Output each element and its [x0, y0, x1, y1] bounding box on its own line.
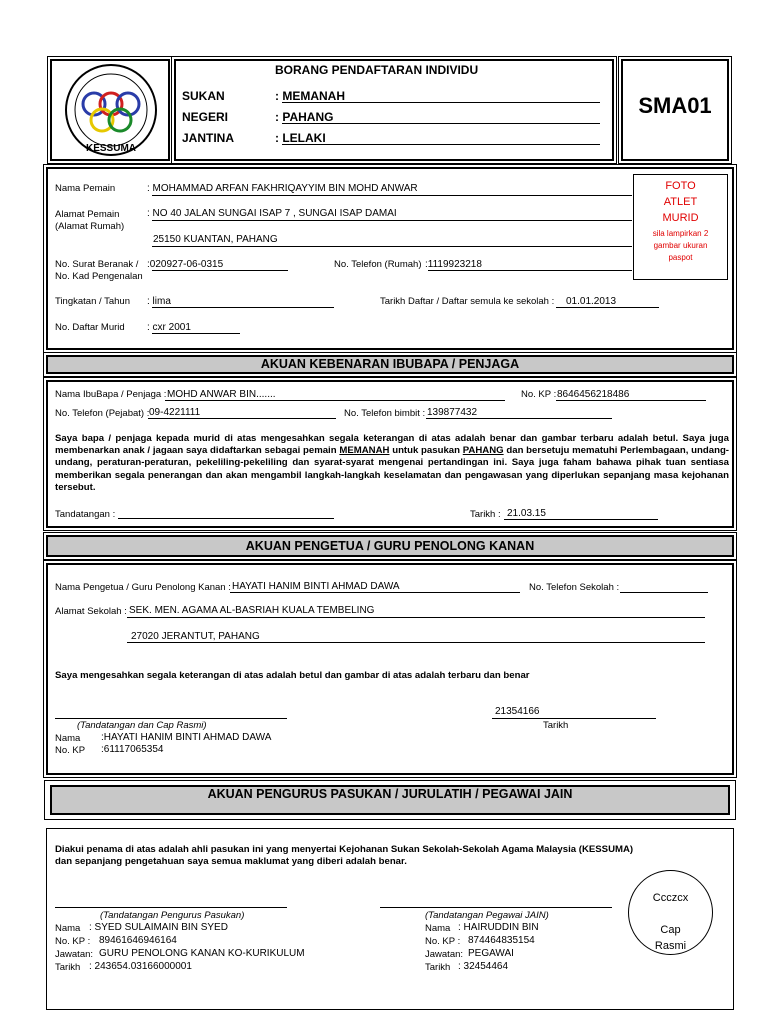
- alamat-line1-rule: [152, 220, 632, 221]
- parent-decl-part3: dan bersetuju mematuhi Perlembagaan, undang-undang, peraturan-peraturan, pekeliling-pekeliling dan syarat-syarat mengenai pertandingan ini. Saya juga faham bahawa pihak tuan sentiasa memberikan segala penerangan dan akan mengambil langkah-langkah keselamatan dan pengawasan yang diperlukan sepanjang masa kejohanan tersebut.: [55, 445, 729, 493]
- form-code: SMA01: [638, 93, 712, 118]
- parent-decl-sport: MEMANAH: [339, 445, 390, 457]
- daftar-murid-line: [152, 333, 240, 334]
- parent-decl-part2: untuk pasukan: [392, 445, 460, 457]
- manager-left-tarikh-label: Tarikh: [55, 962, 81, 973]
- principal-kp-label: No. KP: [55, 745, 86, 756]
- manager-right-nama-value: : HAIRUDDIN BIN: [458, 922, 539, 933]
- manager-right-jawatan-label: Jawatan:: [425, 949, 464, 960]
- alamat-pemain-line1: : NO 40 JALAN SUNGAI ISAP 7 , SUNGAI ISAP DAMAI: [147, 208, 397, 219]
- form-title: BORANG PENDAFTARAN INDIVIDU: [275, 63, 479, 77]
- principal-kp-value: :61117065354: [101, 744, 164, 755]
- principal-sign-caption: (Tandatangan dan Cap Rasmi): [77, 720, 207, 731]
- principal-statement: Saya mengesahkan segala keterangan di atas adalah betul dan gambar di atas adalah terbaru dan benar: [55, 670, 530, 681]
- jantina-underline: [282, 144, 600, 145]
- manager-statement-2: dan sepanjang pengetahuan saya semua maklumat yang diberi adalah benar.: [55, 856, 407, 867]
- tel-bimbit-line: [426, 418, 612, 419]
- manager-right-jawatan-value: PEGAWAI: [468, 948, 514, 959]
- sukan-label: SUKAN: [182, 89, 225, 103]
- tel-sekolah-line: [620, 592, 708, 593]
- tarikh-daftar-label: Tarikh Daftar / Daftar semula ke sekolah :: [380, 296, 555, 307]
- nama-pemain-line: [152, 195, 632, 196]
- daftar-murid-label: No. Daftar Murid: [55, 322, 125, 333]
- stamp-text-3: Rasmi: [654, 940, 687, 952]
- manager-left-nama-value: : SYED SULAIMAIN BIN SYED: [89, 922, 228, 933]
- negeri-label: NEGERI: [182, 110, 229, 124]
- tarikh-daftar-value: 01.01.2013: [566, 296, 617, 307]
- kad-pengenalan-label: No. Kad Pengenalan: [55, 271, 143, 282]
- manager-left-caption: (Tandatangan Pengurus Pasukan): [100, 910, 245, 921]
- parent-signature-line: [118, 518, 334, 519]
- tingkatan-value: : lima: [147, 296, 171, 307]
- manager-left-jawatan-value: GURU PENOLONG KANAN KO-KURIKULUM: [99, 948, 305, 959]
- jantina-label: JANTINA: [182, 131, 235, 145]
- manager-right-kp-label: No. KP :: [425, 936, 461, 947]
- photo-note-1: sila lampirkan 2: [652, 229, 709, 238]
- sukan-value: : MEMANAH: [275, 89, 345, 103]
- tel-sekolah-label: No. Telefon Sekolah :: [529, 582, 620, 593]
- manager-left-kp-value: 89461646946164: [99, 935, 177, 946]
- manager-left-signature-line: [55, 907, 287, 908]
- parent-declaration: [55, 433, 729, 494]
- manager-right-tarikh-value: : 32454464: [458, 961, 509, 972]
- principal-nama2-label: Nama: [55, 733, 81, 744]
- parent-decl-part1: Saya bapa / penjaga kepada murid di atas mengesahkan segala keterangan di atas adalah benar dan gambar terbaru adalah betul. Saya juga membenarkan anak / jagaan saya didaftarkan sebagai pemain: [55, 433, 729, 457]
- tel-rumah-label: No. Telefon (Rumah): [334, 259, 422, 270]
- manager-left-jawatan-label: Jawatan:: [55, 949, 94, 960]
- logo-text: KESSUMA: [85, 143, 136, 154]
- photo-label-atlet: ATLET: [663, 196, 698, 208]
- manager-left-nama-label: Nama: [55, 923, 81, 934]
- tel-pejabat-line: [148, 418, 336, 419]
- principal-signature-line: [55, 718, 287, 719]
- tingkatan-line: [152, 307, 334, 308]
- manager-right-signature-line: [380, 907, 612, 908]
- negeri-underline: [282, 123, 600, 124]
- parent-nama-value: MOHD ANWAR BIN.......: [167, 389, 276, 400]
- jantina-value: : LELAKI: [275, 131, 326, 145]
- surat-beranak-line: [152, 270, 288, 271]
- alamat-sekolah-rule1: [127, 617, 705, 618]
- manager-band: AKUAN PENGURUS PASUKAN / JURULATIH / PEGAWAI JAIN: [50, 785, 730, 815]
- photo-label-murid: MURID: [662, 212, 699, 224]
- parent-kp-line: [556, 400, 706, 401]
- nama-pemain-value: : MOHAMMAD ARFAN FAKHRIQAYYIM BIN MOHD ANWAR: [147, 183, 418, 194]
- manager-right-kp-value: 874464835154: [468, 935, 535, 946]
- parent-tarikh-value: 21.03.15: [507, 508, 546, 519]
- principal-nama-value: HAYATI HANIM BINTI AHMAD DAWA: [232, 581, 400, 592]
- principal-tarikh-label: Tarikh: [543, 720, 569, 731]
- alamat-sekolah-label: Alamat Sekolah :: [55, 606, 127, 617]
- alamat-pemain-label: Alamat Pemain: [55, 209, 120, 220]
- sukan-underline: [282, 102, 600, 103]
- alamat-pemain-line2: 25150 KUANTAN, PAHANG: [153, 234, 278, 245]
- tel-rumah-line: [428, 270, 632, 271]
- photo-label-foto: FOTO: [665, 180, 696, 192]
- parent-nama-label: Nama IbuBapa / Penjaga :: [55, 389, 167, 400]
- tarikh-daftar-line: [556, 307, 659, 308]
- parent-kp-value: 8646456218486: [557, 389, 630, 400]
- surat-beranak-value: :020927-06-0315: [147, 259, 224, 270]
- principal-band: AKUAN PENGETUA / GURU PENOLONG KANAN: [46, 535, 734, 557]
- manager-statement-1: Diakui penama di atas adalah ahli pasukan ini yang menyertai Kejohanan Sukan Sekolah-Sekolah Agama Malaysia (KESSUMA): [55, 844, 634, 855]
- stamp-text-1: Ccczcx: [652, 892, 689, 904]
- alamat-sekolah-rule2: [127, 642, 705, 643]
- parent-band: AKUAN KEBENARAN IBUBAPA / PENJAGA: [46, 355, 734, 374]
- photo-note-2: gambar ukuran: [653, 241, 708, 250]
- tingkatan-label: Tingkatan / Tahun: [55, 296, 130, 307]
- manager-left-kp-label: No. KP :: [55, 936, 91, 947]
- manager-right-tarikh-label: Tarikh: [425, 962, 451, 973]
- surat-beranak-label: No. Surat Beranak /: [55, 259, 139, 270]
- manager-left-tarikh-value: : 243654.03166000001: [89, 961, 192, 972]
- manager-right-nama-label: Nama: [425, 923, 451, 934]
- tel-bimbit-value: 139877432: [427, 407, 478, 418]
- parent-tarikh-label: Tarikh :: [470, 509, 501, 520]
- principal-nama-line: [230, 592, 520, 593]
- daftar-murid-value: : cxr 2001: [147, 322, 191, 333]
- stamp-text-2: Cap: [660, 924, 681, 936]
- tel-pejabat-value: 09-4221111: [149, 407, 201, 418]
- principal-nama2-value: :HAYATI HANIM BINTI AHMAD DAWA: [101, 732, 272, 743]
- alamat-sekolah-line1: SEK. MEN. AGAMA AL-BASRIAH KUALA TEMBELING: [129, 605, 375, 616]
- parent-nama-line: [165, 400, 505, 401]
- tel-rumah-value: :1119923218: [425, 259, 482, 270]
- parent-tandatangan-label: Tandatangan :: [55, 509, 116, 520]
- principal-tarikh-line: [492, 718, 656, 719]
- photo-note-3: paspot: [668, 253, 693, 262]
- parent-tarikh-line: [504, 519, 658, 520]
- alamat-rumah-label: (Alamat Rumah): [55, 221, 125, 232]
- principal-tarikh-value: 21354166: [495, 706, 540, 717]
- alamat-sekolah-line2: 27020 JERANTUT, PAHANG: [131, 631, 260, 642]
- alamat-line2-rule: [152, 246, 632, 247]
- tel-pejabat-label: No. Telefon (Pejabat) :: [55, 408, 150, 419]
- negeri-value: : PAHANG: [275, 110, 334, 124]
- tel-bimbit-label: No. Telefon bimbit :: [344, 408, 426, 419]
- principal-nama-label: Nama Pengetua / Guru Penolong Kanan :: [55, 582, 231, 593]
- parent-decl-team: PAHANG: [462, 445, 504, 457]
- manager-right-caption: (Tandatangan Pegawai JAIN): [425, 910, 549, 921]
- parent-kp-label: No. KP :: [521, 389, 557, 400]
- nama-pemain-label: Nama Pemain: [55, 183, 116, 194]
